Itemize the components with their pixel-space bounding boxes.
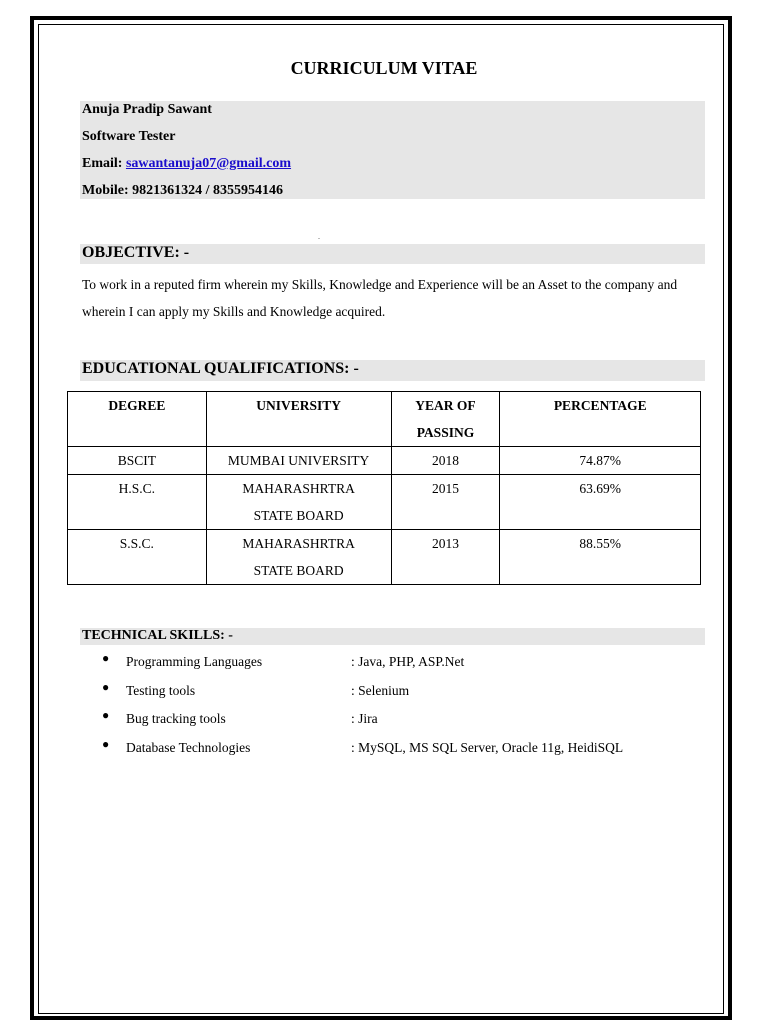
university-cell (206, 530, 391, 585)
email-link[interactable]: sawantanuja07@gmail.com (125, 156, 292, 171)
table-row (68, 475, 701, 530)
skills-list (100, 651, 700, 765)
university-cell (206, 475, 391, 530)
degree-cell: H.S.C. (68, 475, 207, 530)
stray-dot: . (318, 232, 320, 241)
column-header-percentage: PERCENTAGE (500, 392, 701, 447)
bullet-icon: ● (102, 651, 110, 665)
objective-heading: OBJECTIVE: - (82, 244, 190, 261)
percentage-cell: 88.55% (500, 530, 701, 585)
document-title: CURRICULUM VITAE (290, 58, 478, 78)
university-cell-text: MAHARASHRTRA STATE BOARD (242, 481, 355, 523)
column-header-degree: DEGREE (68, 392, 207, 447)
bullet-icon: ● (102, 679, 110, 694)
skill-name: Programming Languages (126, 654, 263, 669)
degree-cell: BSCIT (68, 447, 207, 475)
bullet-icon: ● (102, 736, 110, 751)
list-item (100, 680, 700, 709)
skill-value: : Selenium (351, 682, 410, 698)
list-item (100, 737, 700, 766)
university-cell-text: MAHARASHRTRA STATE BOARD (242, 536, 355, 578)
list-item (100, 651, 700, 680)
column-header-university: UNIVERSITY (206, 392, 391, 447)
table-header-row (68, 392, 701, 447)
mobile-line: Mobile: 9821361324 / 8355954146 (82, 183, 284, 198)
year-cell: 2015 (391, 475, 500, 530)
education-heading: EDUCATIONAL QUALIFICATIONS: - (82, 360, 359, 377)
candidate-role: Software Tester (82, 129, 176, 144)
year-cell: 2013 (391, 530, 500, 585)
list-item (100, 708, 700, 737)
skill-value: : Jira (351, 711, 378, 726)
percentage-cell: 63.69% (500, 475, 701, 530)
percentage-cell: 74.87% (500, 447, 701, 475)
column-header-year (391, 392, 500, 447)
year-cell: 2018 (391, 447, 500, 475)
candidate-name: Anuja Pradip Sawant (82, 102, 212, 117)
email-line (82, 156, 291, 172)
skill-name: Testing tools (126, 682, 196, 698)
skill-name: Database Technologies (126, 739, 251, 755)
skill-value: : Java, PHP, ASP.Net (351, 654, 465, 669)
bullet-icon: ● (102, 708, 110, 722)
skill-name: Bug tracking tools (126, 711, 226, 726)
skill-value: : MySQL, MS SQL Server, Oracle 11g, HeidiSQL (351, 739, 624, 755)
education-table (67, 391, 701, 585)
university-cell: MUMBAI UNIVERSITY (206, 447, 391, 475)
skills-heading: TECHNICAL SKILLS: - (82, 628, 233, 643)
email-label: Email: (82, 156, 123, 171)
table-row (68, 447, 701, 475)
objective-text: To work in a reputed firm wherein my Skills, Knowledge and Experience will be an Asset to the company and wherein I can apply my Skills and Knowledge acquired. (82, 277, 678, 319)
table-row (68, 530, 701, 585)
degree-cell: S.S.C. (68, 530, 207, 585)
column-header-year-label: YEAR OF PASSING (415, 398, 476, 440)
